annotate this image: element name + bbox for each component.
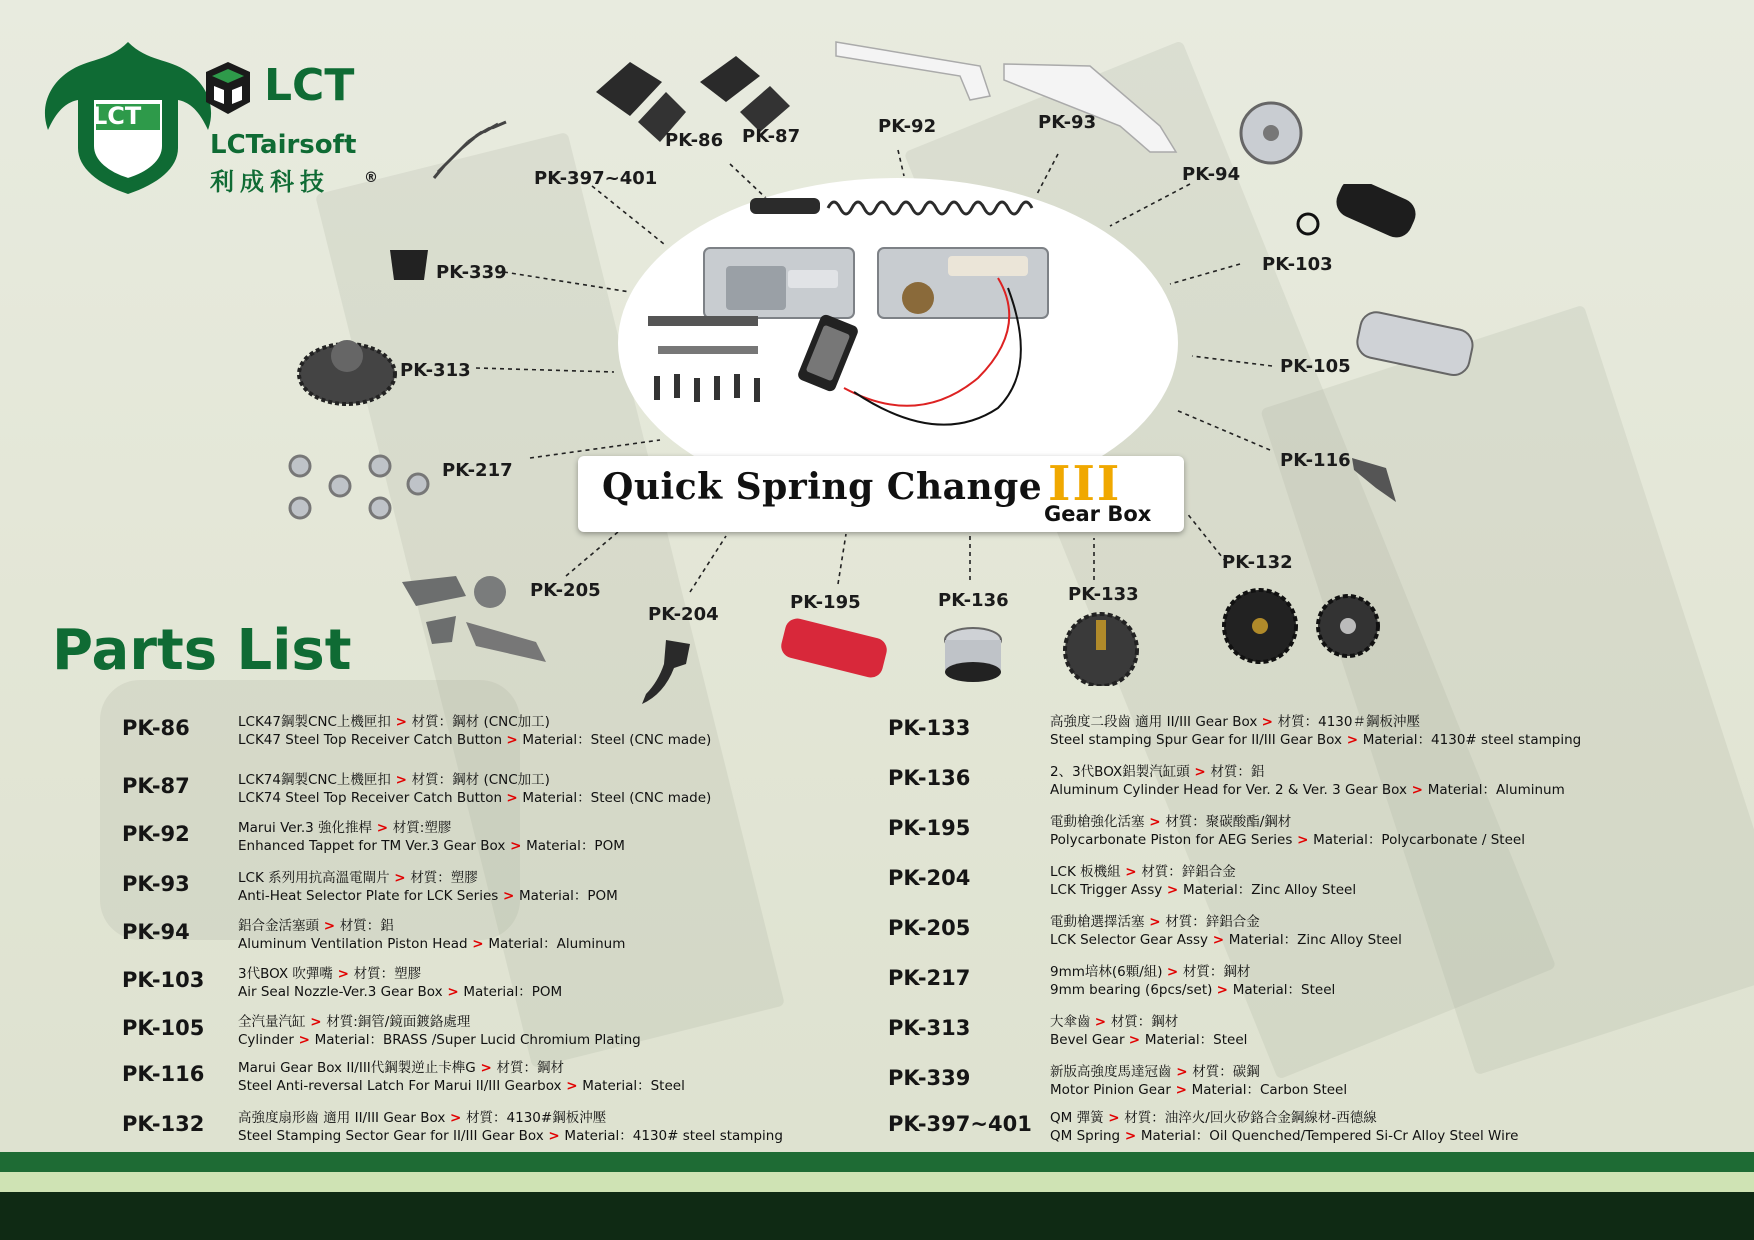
callout-pk-133: PK-133: [1068, 584, 1139, 605]
callout-pk-94: PK-94: [1182, 164, 1241, 185]
callout-pk-116: PK-116: [1280, 450, 1351, 471]
part-description-english: [1050, 728, 1581, 748]
callout-pk-397-401: PK-397~401: [534, 168, 658, 189]
part-name-english: Polycarbonate Piston for AEG Series: [1050, 832, 1293, 848]
part-name-chinese: Marui Ver.3 強化推桿: [238, 820, 373, 836]
cylinder-head-part-icon: [938, 620, 1008, 690]
separator-arrow-icon: >: [1120, 864, 1142, 880]
part-material-english: Material：BRASS /Super Lucid Chromium Plating: [314, 1032, 641, 1048]
title-subtitle: Gear Box: [1044, 502, 1152, 526]
separator-arrow-icon: >: [332, 966, 354, 982]
part-name-english: Cylinder: [238, 1032, 294, 1048]
part-material-chinese: 材質：塑膠: [410, 870, 478, 886]
part-description-chinese: [1050, 710, 1420, 730]
part-name-english: Anti-Heat Selector Plate for LCK Series: [238, 888, 499, 904]
part-name-chinese: 鋁合金活塞頭: [238, 918, 319, 934]
part-description-chinese: [1050, 860, 1236, 880]
part-name-chinese: LCK74鋼製CNC上機匣扣: [238, 772, 391, 788]
callout-pk-105: PK-105: [1280, 356, 1351, 377]
separator-arrow-icon: >: [1166, 964, 1183, 980]
part-name-chinese: 高強度二段齒 適用 II/III Gear Box: [1050, 714, 1262, 730]
separator-arrow-icon: >: [498, 888, 520, 904]
parts-list-row: [888, 860, 1688, 900]
part-description-chinese: [238, 816, 451, 836]
separator-arrow-icon: >: [319, 918, 340, 934]
parts-list-row: [888, 910, 1688, 950]
part-code: PK-313: [888, 1016, 971, 1040]
callout-pk-132: PK-132: [1222, 552, 1293, 573]
registered-mark: ®: [364, 170, 378, 186]
part-description-chinese: [1050, 760, 1264, 780]
part-name-chinese: Marui Gear Box II/III代鋼製逆止卡榫G: [238, 1060, 476, 1076]
separator-arrow-icon: >: [390, 714, 412, 730]
parts-list-row: [122, 710, 922, 750]
part-description-chinese: [1050, 1106, 1377, 1126]
part-name-chinese: 9mm培林(6顆/組): [1050, 964, 1167, 980]
part-name-english: Aluminum Cylinder Head for Ver. 2 & Ver. 3 Gear Box: [1050, 782, 1407, 798]
separator-arrow-icon: >: [1120, 1128, 1141, 1144]
part-name-chinese: 全汽量汽缸: [238, 1014, 306, 1030]
part-name-english: Air Seal Nozzle-Ver.3 Gear Box: [238, 984, 443, 1000]
part-description-chinese: [1050, 810, 1291, 830]
part-material-english: Material：Steel: [1144, 1032, 1248, 1048]
part-material-english: Material：Zinc Alloy Steel: [1182, 882, 1357, 898]
part-material-chinese: 材質：鋼材 (CNC加工): [411, 772, 550, 788]
parts-list-row: [122, 816, 922, 856]
part-description-chinese: [238, 1056, 564, 1076]
part-description-english: [1050, 1124, 1518, 1144]
gearbox-title-box: [578, 456, 1184, 532]
part-name-chinese: LCK 系列用抗高溫電閘片: [238, 870, 390, 886]
part-name-english: Bevel Gear: [1050, 1032, 1129, 1048]
parts-list-row: [888, 1106, 1688, 1146]
part-code: PK-93: [122, 872, 190, 896]
callout-pk-204: PK-204: [648, 604, 719, 625]
brand-chinese-name: 利成科技: [210, 168, 330, 196]
part-material-english: Material：Zinc Alloy Steel: [1228, 932, 1402, 948]
parts-list-row: [122, 914, 922, 954]
part-material-chinese: 材質：鋁: [1210, 764, 1265, 780]
part-material-english: Material：Steel: [1232, 982, 1336, 998]
separator-arrow-icon: >: [1406, 782, 1428, 798]
part-name-english: 9mm bearing (6pcs/set): [1050, 982, 1217, 998]
callout-pk-217: PK-217: [442, 460, 513, 481]
part-name-chinese: QM 彈簧: [1050, 1110, 1104, 1126]
part-description-english: [238, 834, 625, 854]
part-name-english: Steel Stamping Sector Gear for II/III Gear Box: [238, 1128, 544, 1144]
separator-arrow-icon: >: [467, 936, 489, 952]
shield-text: LCT: [92, 102, 142, 130]
part-name-chinese: 3代BOX 吹彈嘴: [238, 966, 333, 982]
brand-name: LCTairsoft: [210, 130, 357, 160]
anti-reversal-latch-part-icon: [1346, 448, 1406, 508]
separator-arrow-icon: >: [1261, 714, 1278, 730]
part-code: PK-103: [122, 968, 205, 992]
part-material-chinese: 材質:銅管/鏡面鍍鉻處理: [326, 1014, 471, 1030]
part-description-english: [238, 786, 711, 806]
part-description-english: [238, 1074, 685, 1094]
part-description-chinese: [1050, 1060, 1260, 1080]
part-material-english: Material：POM: [463, 984, 563, 1000]
part-code: PK-133: [888, 716, 971, 740]
nozzle-part-icon: [1296, 184, 1426, 254]
selector-plate-part-icon: [1000, 56, 1180, 156]
callout-pk-205: PK-205: [530, 580, 601, 601]
part-description-english: [1050, 878, 1356, 898]
separator-arrow-icon: >: [505, 838, 527, 854]
separator-arrow-icon: >: [506, 790, 523, 806]
part-code: PK-116: [122, 1062, 205, 1086]
part-description-english: [1050, 978, 1335, 998]
part-material-chinese: 材質：鋼材 (CNC加工): [411, 714, 550, 730]
parts-list-row: [888, 1060, 1688, 1100]
part-name-english: LCK Trigger Assy: [1050, 882, 1163, 898]
part-code: PK-205: [888, 916, 971, 940]
separator-arrow-icon: >: [442, 984, 464, 1000]
part-description-english: [1050, 828, 1525, 848]
part-name-english: Steel stamping Spur Gear for II/III Gear Box: [1050, 732, 1342, 748]
separator-arrow-icon: >: [543, 1128, 565, 1144]
part-material-chinese: 材質：4130#鋼板沖壓: [466, 1110, 607, 1126]
part-material-english: Material：Polycarbonate / Steel: [1313, 832, 1525, 848]
part-description-english: [238, 728, 711, 748]
callout-pk-136: PK-136: [938, 590, 1009, 611]
part-description-english: [238, 1028, 641, 1048]
part-material-chinese: 材質:塑膠: [392, 820, 452, 836]
parts-list-row: [888, 810, 1688, 850]
separator-arrow-icon: >: [1171, 1064, 1193, 1080]
callout-pk-93: PK-93: [1038, 112, 1097, 133]
separator-arrow-icon: >: [372, 820, 393, 836]
part-name-english: LCK Selector Gear Assy: [1050, 932, 1209, 948]
part-code: PK-136: [888, 766, 971, 790]
part-material-chinese: 材質：碳鋼: [1192, 1064, 1260, 1080]
part-name-english: Steel Anti-reversal Latch For Marui II/III Gearbox: [238, 1078, 562, 1094]
part-material-chinese: 材質：鋼材: [496, 1060, 564, 1076]
part-material-english: Material：Aluminum: [488, 936, 626, 952]
part-material-english: Material：Steel (CNC made): [522, 790, 712, 806]
parts-list-title: Parts List: [52, 618, 352, 683]
separator-arrow-icon: >: [1094, 1014, 1111, 1030]
separator-arrow-icon: >: [1170, 1082, 1192, 1098]
cylinder-part-icon: [1352, 310, 1482, 390]
sector-gear-part-icon: [1218, 586, 1398, 666]
callout-pk-87: PK-87: [742, 126, 801, 147]
separator-arrow-icon: >: [475, 1060, 497, 1076]
part-name-english: Motor Pinion Gear: [1050, 1082, 1171, 1098]
part-material-english: Material：POM: [519, 888, 618, 904]
separator-arrow-icon: >: [506, 732, 523, 748]
parts-list-row: [122, 962, 922, 1002]
part-material-chinese: 材質：鋼材: [1110, 1014, 1179, 1030]
bearings-part-icon: [278, 452, 438, 528]
part-code: PK-105: [122, 1016, 205, 1040]
part-description-chinese: [1050, 910, 1260, 930]
part-description-chinese: [238, 710, 550, 730]
separator-arrow-icon: >: [1208, 932, 1229, 948]
title-roman-numeral: III: [1048, 456, 1122, 512]
part-description-chinese: [1050, 960, 1250, 980]
part-code: PK-217: [888, 966, 971, 990]
pinion-gear-part-icon: [384, 240, 434, 290]
footer-band-light-green: [0, 1172, 1754, 1192]
part-material-english: Material：Carbon Steel: [1191, 1082, 1348, 1098]
part-material-chinese: 材質：鋅鋁合金: [1141, 864, 1236, 880]
part-description-chinese: [1050, 1010, 1178, 1030]
part-material-english: Material：4130# steel stamping: [564, 1128, 783, 1144]
part-description-english: [238, 980, 562, 1000]
piston-head-part-icon: [1236, 98, 1306, 168]
part-code: PK-86: [122, 716, 190, 740]
parts-list-row: [122, 768, 922, 808]
callout-pk-92: PK-92: [878, 116, 937, 137]
part-name-chinese: 電動槍強化活塞: [1050, 814, 1145, 830]
separator-arrow-icon: >: [1103, 1110, 1125, 1126]
part-name-chinese: LCK47鋼製CNC上機匣扣: [238, 714, 391, 730]
part-name-chinese: 大傘齒: [1050, 1014, 1095, 1030]
part-name-english: LCK74 Steel Top Receiver Catch Button: [238, 790, 507, 806]
parts-list-row: [122, 1010, 922, 1050]
separator-arrow-icon: >: [1342, 732, 1363, 748]
part-code: PK-87: [122, 774, 190, 798]
part-material-english: Material：Oil Quenched/Tempered Si-Cr Alloy Steel Wire: [1140, 1128, 1519, 1144]
tappet-plate-part-icon: [830, 26, 1000, 106]
separator-arrow-icon: >: [561, 1078, 583, 1094]
separator-arrow-icon: >: [1189, 764, 1211, 780]
separator-arrow-icon: >: [389, 870, 411, 886]
parts-list-row: [888, 710, 1688, 750]
part-code: PK-339: [888, 1066, 971, 1090]
part-description-chinese: [238, 768, 550, 788]
part-code: PK-204: [888, 866, 971, 890]
separator-arrow-icon: >: [1162, 882, 1183, 898]
part-description-english: [1050, 928, 1402, 948]
part-material-chinese: 材質：鋼材: [1182, 964, 1251, 980]
callout-pk-103: PK-103: [1262, 254, 1333, 275]
part-description-english: [238, 884, 618, 904]
part-name-chinese: 電動槍選擇活塞: [1050, 914, 1145, 930]
part-description-chinese: [238, 1106, 606, 1126]
part-material-chinese: 材質：聚碳酸酯/鋼材: [1165, 814, 1292, 830]
parts-list-row: [122, 866, 922, 906]
part-code: PK-92: [122, 822, 190, 846]
part-description-chinese: [238, 1010, 470, 1030]
piston-part-icon: [776, 614, 896, 694]
callout-pk-86: PK-86: [665, 130, 724, 151]
part-code: PK-195: [888, 816, 971, 840]
parts-list-row: [888, 1010, 1688, 1050]
part-description-english: [1050, 778, 1565, 798]
part-code: PK-94: [122, 920, 190, 944]
separator-arrow-icon: >: [1292, 832, 1314, 848]
separator-arrow-icon: >: [1128, 1032, 1145, 1048]
part-material-english: Material：4130# steel stamping: [1362, 732, 1582, 748]
part-material-english: Material：POM: [526, 838, 625, 854]
part-description-chinese: [238, 866, 478, 886]
parts-list-row: [122, 1106, 922, 1146]
title-main: Quick Spring Change: [602, 466, 1043, 508]
footer-band-black: [0, 1192, 1754, 1240]
part-material-chinese: 材質：鋅鋁合金: [1165, 914, 1260, 930]
part-description-english: [238, 932, 625, 952]
part-name-english: Enhanced Tappet for TM Ver.3 Gear Box: [238, 838, 506, 854]
part-description-chinese: [238, 962, 421, 982]
parts-list-row: [122, 1056, 922, 1096]
part-name-chinese: 高強度扇形齒 適用 II/III Gear Box: [238, 1110, 446, 1126]
footer-band-dark-green: [0, 1152, 1754, 1172]
separator-arrow-icon: >: [1216, 982, 1233, 998]
part-name-chinese: LCK 板機組: [1050, 864, 1121, 880]
separator-arrow-icon: >: [1144, 814, 1166, 830]
trigger-part-icon: [636, 634, 706, 714]
part-name-english: QM Spring: [1050, 1128, 1121, 1144]
separator-arrow-icon: >: [390, 772, 412, 788]
part-code: PK-132: [122, 1112, 205, 1136]
part-material-chinese: 材質：4130＃鋼板沖壓: [1277, 714, 1420, 730]
spur-gear-part-icon: [1056, 606, 1146, 686]
separator-arrow-icon: >: [445, 1110, 467, 1126]
callout-pk-339: PK-339: [436, 262, 507, 283]
callout-pk-313: PK-313: [400, 360, 471, 381]
parts-list-row: [888, 960, 1688, 1000]
part-description-english: [1050, 1078, 1347, 1098]
part-description-english: [238, 1124, 783, 1144]
part-material-chinese: 材質：塑膠: [353, 966, 422, 982]
separator-arrow-icon: >: [1144, 914, 1166, 930]
part-material-english: Material：Steel (CNC made): [522, 732, 712, 748]
separator-arrow-icon: >: [293, 1032, 315, 1048]
bevel-gear-part-icon: [292, 326, 402, 416]
parts-list-row: [888, 760, 1688, 800]
part-name-english: Aluminum Ventilation Piston Head: [238, 936, 468, 952]
part-description-chinese: [238, 914, 394, 934]
part-name-english: LCK47 Steel Top Receiver Catch Button: [238, 732, 507, 748]
part-description-english: [1050, 1028, 1247, 1048]
part-material-english: Material：Aluminum: [1427, 782, 1565, 798]
part-material-chinese: 材質：油淬火/回火矽鉻合金鋼線材-西德線: [1124, 1110, 1377, 1126]
part-code: PK-397~401: [888, 1112, 1032, 1136]
logo-text: LCT: [264, 60, 355, 111]
part-name-chinese: 2、3代BOX鋁製汽缸頭: [1050, 764, 1190, 780]
part-name-chinese: 新版高強度馬達冠齒: [1050, 1064, 1172, 1080]
part-material-chinese: 材質：鋁: [339, 918, 394, 934]
part-material-english: Material：Steel: [582, 1078, 685, 1094]
callout-pk-195: PK-195: [790, 592, 861, 613]
separator-arrow-icon: >: [305, 1014, 327, 1030]
